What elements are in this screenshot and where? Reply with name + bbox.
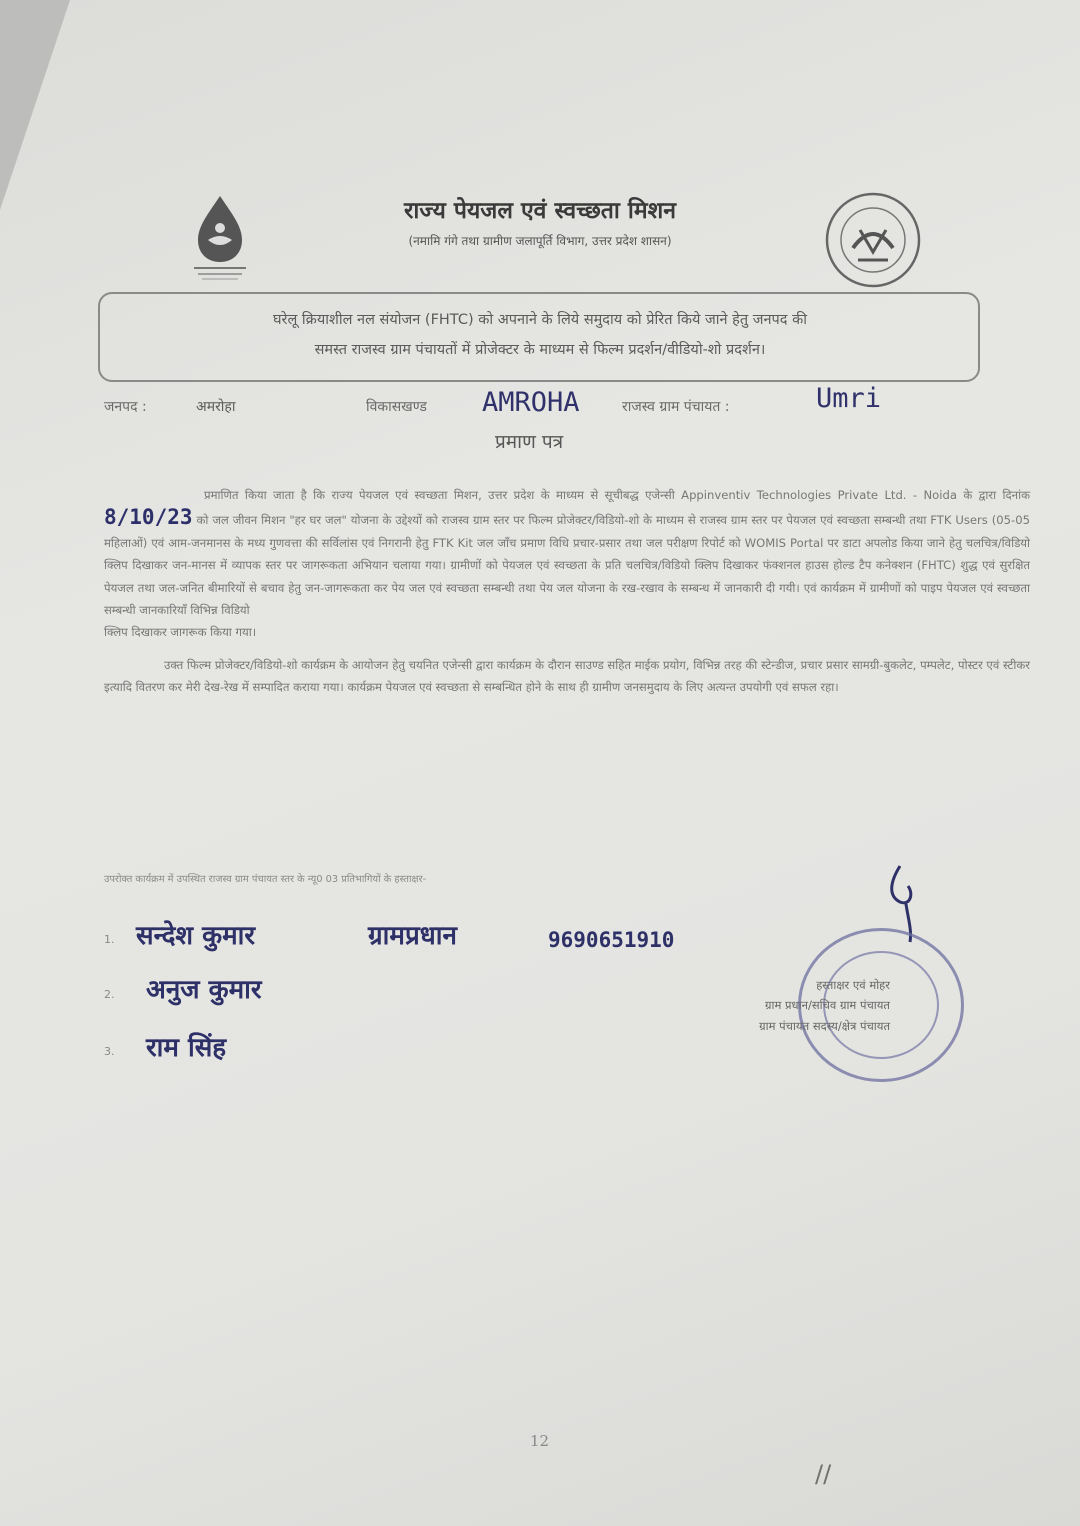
block-value: AMROHA: [482, 387, 580, 418]
participant-1-phone: 9690651910: [548, 928, 675, 952]
location-row: [104, 383, 944, 423]
participant-3-num: 3.: [104, 1045, 115, 1058]
participant-3-name: राम सिंह: [146, 1033, 227, 1063]
mission-subtitle: (नमामि गंगे तथा ग्रामीण जलापूर्ति विभाग, उत्तर प्रदेश शासन): [408, 234, 672, 248]
participant-1-num: 1.: [104, 933, 115, 946]
block-label: विकासखण्ड: [366, 399, 427, 415]
participant-1-name: सन्देश कुमार: [136, 921, 256, 951]
water-mission-logo: [180, 192, 260, 282]
sign-label-2: ग्राम प्रधान/सचिव ग्राम पंचायत: [765, 998, 890, 1012]
page-number: 12: [530, 1432, 550, 1450]
subject-line-1: घरेलू क्रियाशील नल संयोजन (FHTC) को अपनाने के लिये समुदाय को प्रेरित किये जाने हेतु जनपद की: [272, 312, 807, 328]
sign-label-3: ग्राम पंचायत सदस्य/क्षेत्र पंचायत: [759, 1019, 890, 1033]
participants-note: उपरोक्त कार्यक्रम में उपस्थित राजस्व ग्राम पंचायत स्तर के न्यू0 03 प्रतिभागियों के हस्ताक्षर-: [104, 874, 427, 885]
hand-mark: //: [815, 1460, 832, 1488]
certificate-title: प्रमाण पत्र: [495, 431, 564, 453]
paragraph-1-b: को जल जीवन मिशन "हर घर जल" योजना के उद्देश्यों को राजस्व ग्राम स्तर पर फिल्म प्रोजेक्टर/विडियो-शो के माध्यम से राजस्व ग्राम स्तर पर पेयजल एवं स्वच्छता सम्बन्धी तथा FTK Users (05-05 महिलाओं) एवं आम-जनमानस के मध्य गुणवत्ता की सर्विलांस एवं निगरानी हेतु FTK Kit जल जाँच प्रमाण विधि प्रचार-प्रसार तथा जल परीक्षण रिपोर्ट को WOMIS Portal पर डाटा अपलोड किया जाने हेतु चलचित्र/विडियो क्लिप दिखाकर जन-मानस में व्यापक स्तर पर जागरूकता अभियान चलाया गया। ग्रामीणों को पेयजल एवं स्वच्छता के प्रति चलचित्र/विडियो क्लिप दिखाकर फंक्शनल हाउस होल्ड टैप कनेक्शन (FHTC) शुद्ध एवं सुरक्षित पेयजल तथा जल-जनित बीमारियों से बचाव हेतु जन-जागरूकता कर पेय जल एवं स्वच्छता सम्बन्धी तथा पेय जल योजना के रख-रखाव के सम्बन्ध में जानकारी दी गयी। एवं कार्यक्रम में ग्रामीणों को पाइप पेयजल एवं स्वच्छता सम्बन्धी जानकारियाँ विभिन्न विडियो: [104, 513, 1030, 618]
paragraph-1-c: क्लिप दिखाकर जागरूक किया गया।: [104, 625, 257, 640]
sign-label-1: हस्ताक्षर एवं मोहर: [816, 978, 890, 992]
mission-title: राज्य पेयजल एवं स्वच्छता मिशन: [404, 197, 676, 224]
participant-2-num: 2.: [104, 988, 115, 1001]
subject-text: [120, 305, 960, 365]
participant-2-name: अनुज कुमार: [146, 975, 262, 1005]
folded-corner: [0, 0, 70, 210]
district-label: जनपद :: [104, 399, 147, 415]
panchayat-label: राजस्व ग्राम पंचायत :: [622, 399, 730, 415]
subject-line-2: समस्त राजस्व ग्राम पंचायतों में प्रोजेक्टर के माध्यम से फिल्म प्रदर्शन/वीडियो-शो प्रदर्शन।: [314, 342, 766, 358]
certificate-body: [104, 484, 1030, 699]
paragraph-1: [104, 484, 1030, 621]
paragraph-2: उक्त फिल्म प्रोजेक्टर/विडियो-शो कार्यक्रम के आयोजन हेतु चयनित एजेन्सी द्वारा कार्यक्रम के दौरान साउण्ड सहित माईक प्रयोग, विभिन्न तरह की स्टेन्डीज, प्रचार प्रसार सामग्री-बुकलेट, पम्पलेट, पोस्टर एवं स्टीकर इत्यादि वितरण कर मेरी देख-रेख में सम्पादित कराया गया। कार्यक्रम पेयजल एवं स्वच्छता से सम्बन्धित होने के साथ ही ग्रामीण जनसमुदाय के लिए अत्यन्त उपयोगी एवं सफल रहा।: [104, 657, 1030, 695]
up-govt-emblem: [818, 190, 928, 290]
panchayat-value: Umri: [816, 383, 882, 414]
district-value: अमरोहा: [196, 399, 236, 415]
paragraph-1-a: प्रमाणित किया जाता है कि राज्य पेयजल एवं स्वच्छता मिशन, उत्तर प्रदेश के माध्यम से सूचीबद्ध एजेन्सी Appinventiv Technologies Private Ltd. - Noida के द्वारा दिनांक: [204, 488, 1030, 502]
participant-1-role: ग्रामप्रधान: [368, 921, 457, 951]
event-date: 8/10/23: [104, 505, 193, 530]
